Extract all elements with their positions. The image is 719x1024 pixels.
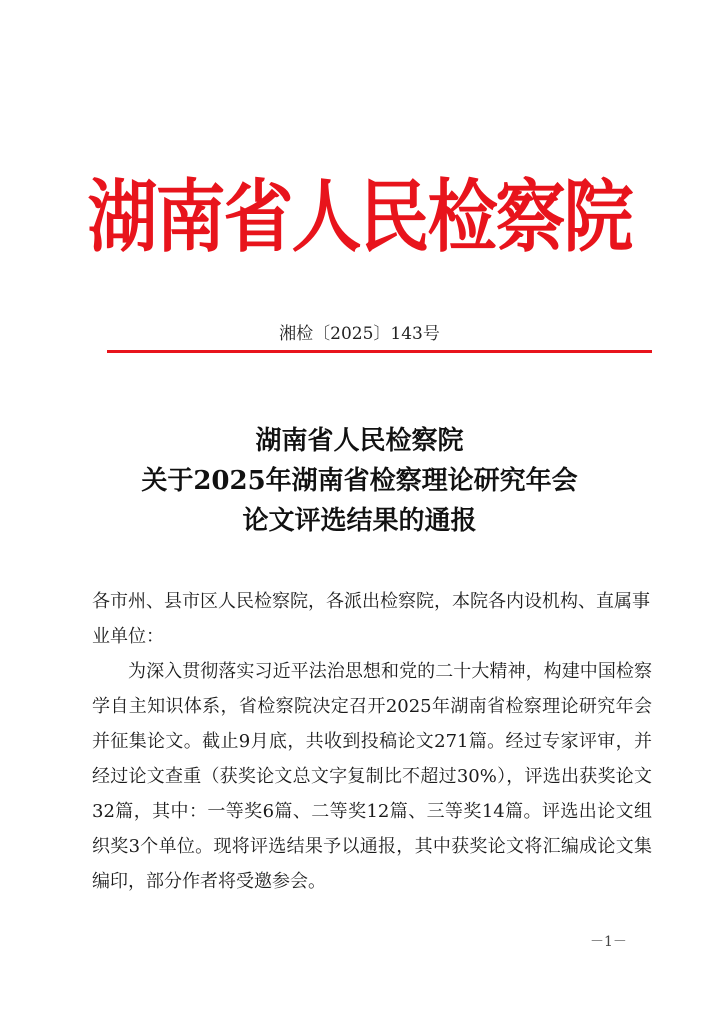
document-body — [92, 584, 652, 899]
document-number: 湘检〔2025〕143号 — [279, 324, 440, 344]
title-line-1: 湖南省人民检察院 — [255, 426, 464, 456]
red-divider-line — [107, 350, 652, 353]
agency-masthead: 湖南省人民检察院 — [87, 169, 632, 263]
page-number: －1－ — [590, 934, 627, 950]
body-paragraph: 为深入贯彻落实习近平法治思想和党的二十大精神，构建中国检察学自主知识体系，省检察院决定召开2025年湖南省检察理论研究年会并征集论文。截止9月底，共收到投稿论文271篇。经过专家评审，并经过论文查重（获奖论文总文字复制比不超过30%），评选出获奖论文32篇，其中：一等奖6篇、二等奖12篇、三等奖14篇。评选出论文组织奖3个单位。现将评选结果予以通报，其中获奖论文将汇编成论文集编印，部分作者将受邀参会。 — [92, 661, 652, 892]
title-line-2: 关于2025年湖南省检察理论研究年会 — [141, 466, 578, 496]
title-line-3: 论文评选结果的通报 — [242, 506, 477, 536]
document-title — [0, 421, 719, 541]
salutation: 各市州、县市区人民检察院，各派出检察院，本院各内设机构、直属事业单位： — [92, 591, 650, 647]
